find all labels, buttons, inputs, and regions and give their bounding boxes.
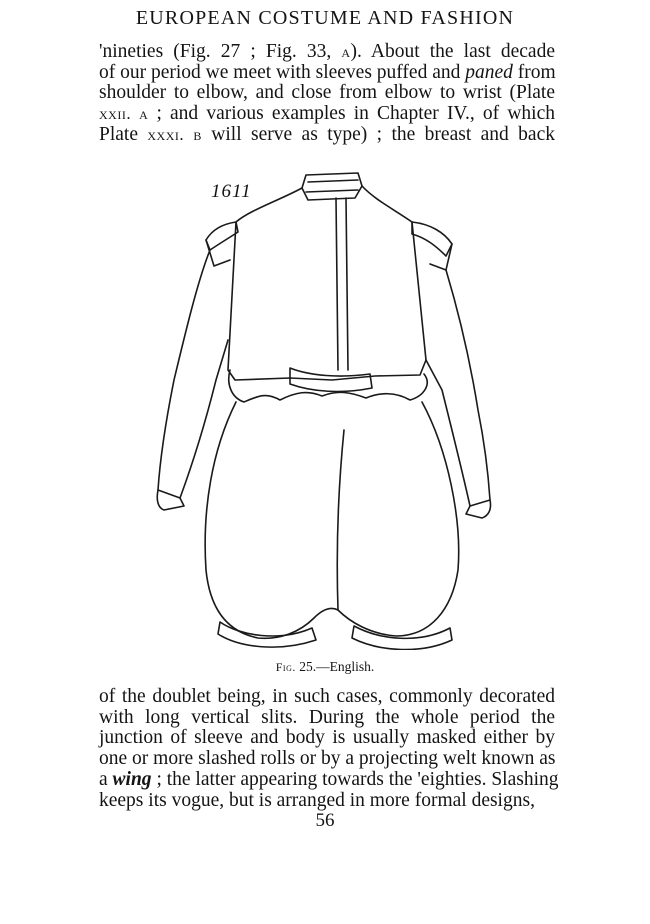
text-line: of the doublet being, in such cases, commonly decorated [99, 686, 555, 707]
collar-outline [302, 173, 362, 200]
text-line: one or more slashed rolls or by a projecting welt known as [99, 748, 556, 770]
paragraph-top [99, 42, 555, 146]
doublet-back-outline [228, 186, 426, 380]
wing-right [412, 222, 452, 256]
text-line [99, 125, 555, 146]
wing-right [430, 244, 452, 270]
text-line [99, 42, 555, 63]
text-line [99, 768, 559, 791]
text-line: shoulder to elbow, and close from elbow to wrist (Plate [99, 82, 555, 104]
centre-back-seam [336, 198, 338, 370]
paragraph-bottom [99, 686, 559, 811]
text-run: a [99, 768, 113, 790]
figure-caption [0, 659, 650, 675]
small-caps-run: xxxi. b [147, 124, 202, 144]
bold-italic-run: wing [112, 768, 152, 790]
caption-text: 25.—English. [295, 659, 375, 674]
leg-band-left [218, 622, 316, 647]
text-run: will serve as type) ; the breast and back [201, 123, 555, 145]
wing-left [206, 222, 238, 250]
centre-back-seam [346, 198, 348, 370]
doublet-illustration [140, 170, 510, 650]
breeches-outline [205, 402, 459, 638]
text-line: keeps its vogue, but is arranged in more formal designs, [99, 789, 535, 811]
text-line [99, 63, 555, 84]
text-run: from [512, 61, 556, 83]
sleeve-right [426, 270, 490, 506]
text-run: 'nineties (Fig. 27 ; Fig. 33, [99, 41, 342, 62]
text-line: junction of sleeve and body is usually masked either by [99, 727, 555, 749]
small-caps-run: xxii. a [99, 104, 149, 124]
italic-run: paned [465, 61, 513, 83]
text-run: ). About the last decade [350, 41, 555, 62]
caption-label: Fig. [275, 660, 296, 674]
sleeve-left [158, 250, 228, 498]
text-run: Plate [99, 123, 148, 145]
text-line [99, 104, 555, 125]
text-run: of our period we meet with sleeves puffed and [99, 61, 466, 83]
text-run: ; the latter appearing towards the 'eighties. Slashing [151, 768, 559, 790]
collar-band [308, 180, 358, 182]
text-run: ; and various examples in Chapter IV., of which [148, 103, 555, 125]
breeches-divide [337, 430, 344, 610]
collar-band [306, 190, 358, 192]
sleeve-left-cuff [157, 490, 184, 510]
small-caps-run: a [341, 42, 351, 61]
text-line: with long vertical slits. During the whole period the [99, 706, 555, 728]
figure-date-inscription: 1611 [211, 181, 252, 202]
running-head: EUROPEAN COSTUME AND FASHION [135, 7, 515, 29]
page-number: 56 [315, 810, 335, 831]
